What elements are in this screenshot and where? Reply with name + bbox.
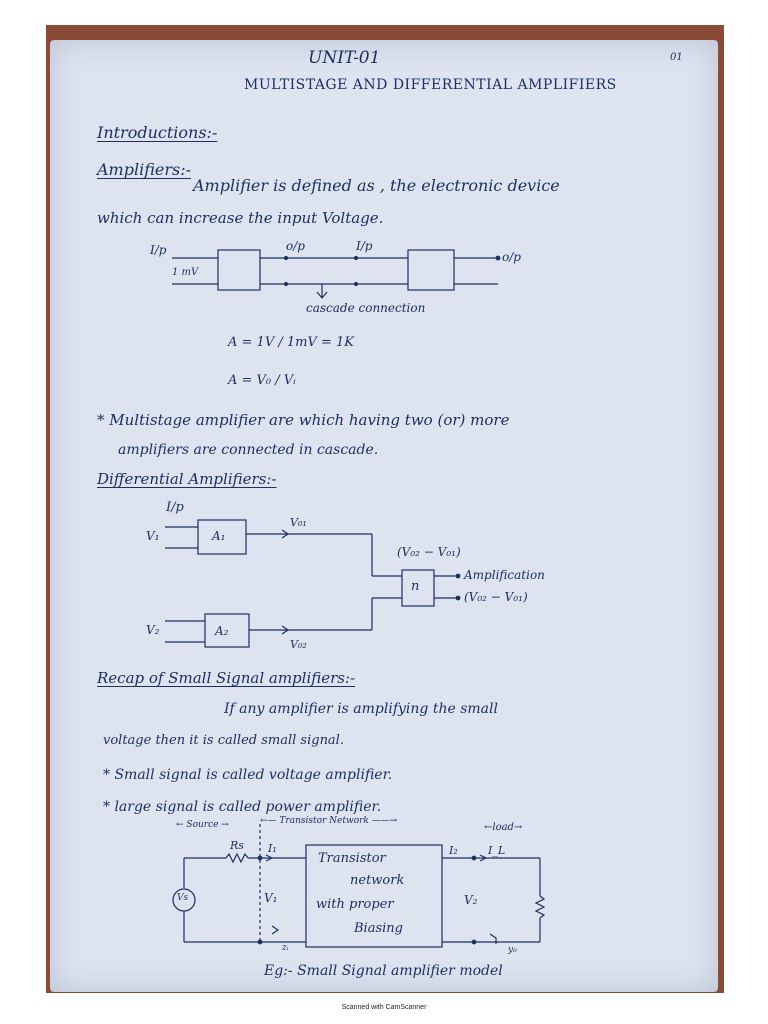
- amplification-label: Amplification: [464, 568, 545, 582]
- cascade-output-label-2: o/p: [502, 250, 521, 264]
- gain-equation-1: A = 1V / 1mV = 1K: [228, 335, 354, 350]
- v1-label: V₁: [264, 891, 278, 905]
- network-box-line-4: Biasing: [354, 921, 403, 936]
- cascade-caption: cascade connection: [306, 301, 426, 315]
- amplifier-a1-label: A₁: [212, 529, 226, 543]
- section-heading-differential: Differential Amplifiers:-: [97, 470, 277, 488]
- i2-label: I₂: [449, 844, 458, 857]
- section-heading-introductions: Introductions:-: [97, 123, 218, 142]
- amplifier-definition-line-1: Amplifier is defined as , the electronic device: [193, 176, 560, 195]
- diff-v2-label: V₂: [146, 623, 160, 637]
- recap-line-4: * large signal is called power amplifier.: [103, 799, 382, 815]
- page-number: 01: [670, 52, 683, 63]
- rs-label: Rs: [230, 839, 244, 852]
- yo-label: y₀: [508, 945, 517, 955]
- recap-line-1: If any amplifier is amplifying the small: [224, 701, 498, 717]
- multistage-line-2: amplifiers are connected in cascade.: [118, 442, 379, 458]
- cascade-output-label-1: o/p: [286, 239, 305, 253]
- model-caption: Eg:- Small Signal amplifier model: [264, 963, 503, 979]
- recap-line-2: voltage then it is called small signal.: [103, 733, 344, 748]
- gain-equation-2: A = V₀ / Vᵢ: [228, 373, 296, 388]
- unit-title: UNIT-01: [308, 48, 381, 68]
- recap-line-3: * Small signal is called voltage amplifier.: [103, 767, 393, 783]
- cascade-input-label-1: I/p: [150, 243, 167, 257]
- amplifier-a2-label: A₂: [215, 624, 229, 638]
- source-span-label: ← Source →: [176, 820, 229, 830]
- network-box-line-1: Transistor: [318, 851, 386, 866]
- multistage-line-1: * Multistage amplifier are which having two (or) more: [97, 411, 510, 429]
- network-box-line-3: with proper: [316, 897, 394, 912]
- zi-label: zᵢ: [282, 943, 289, 953]
- page-title: MULTISTAGE AND DIFFERENTIAL AMPLIFIERS: [244, 77, 617, 93]
- amplifier-definition-line-2: which can increase the input Voltage.: [97, 209, 384, 227]
- diff-input-label: I/p: [166, 500, 184, 515]
- diff-n-label: n: [411, 579, 420, 594]
- cascade-input-label-2: I/p: [356, 239, 373, 253]
- i1-label: I₁: [268, 842, 277, 855]
- scan-footer: Scanned with CamScanner: [341, 1004, 427, 1011]
- il-label: I_L: [488, 844, 506, 857]
- vo2-label: V₀₂: [290, 638, 307, 651]
- transistor-network-span-label: ←— Transistor Network ——→: [260, 816, 398, 826]
- vo1-label: V₀₁: [290, 516, 307, 529]
- v2-label: V₂: [464, 893, 478, 907]
- vs-source-label: Vs: [177, 893, 189, 903]
- amplification-expression: (V₀₂ − V₀₁): [464, 590, 528, 604]
- section-heading-recap: Recap of Small Signal amplifiers:-: [97, 669, 356, 687]
- diff-expression-top: (V₀₂ − V₀₁): [397, 545, 461, 559]
- network-box-line-2: network: [350, 873, 405, 888]
- load-span-label: ←load→: [484, 822, 523, 833]
- section-heading-amplifiers: Amplifiers:-: [97, 160, 191, 179]
- diff-v1-label: V₁: [146, 529, 160, 543]
- cascade-mv-label: 1 mV: [172, 267, 199, 278]
